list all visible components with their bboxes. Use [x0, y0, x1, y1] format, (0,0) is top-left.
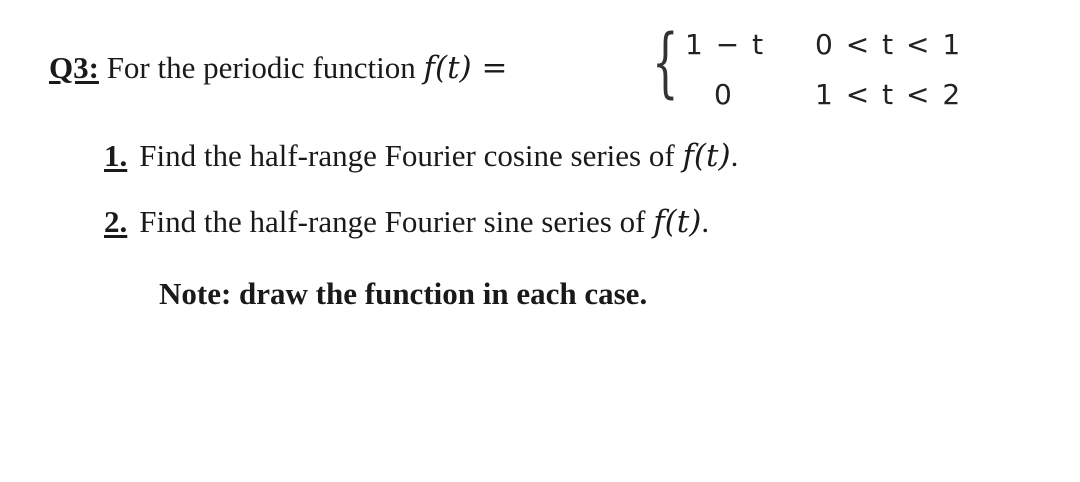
case-1-condition: 0 < t < 1	[815, 28, 963, 61]
item-number: 2.	[104, 204, 128, 239]
item-end: .	[730, 138, 739, 173]
item-number: 1.	[104, 138, 128, 173]
case-1-expression: 1 − t	[685, 28, 766, 61]
case-2-expression: 0	[714, 78, 734, 111]
note-text: Note: draw the function in each case.	[159, 276, 648, 311]
item-function: f(t)	[653, 204, 702, 240]
question-statement	[49, 48, 507, 88]
function-expression: f(t) =	[423, 50, 508, 86]
list-item	[104, 136, 738, 176]
case-2-condition: 1 < t < 2	[815, 78, 963, 111]
item-function: f(t)	[682, 138, 731, 174]
question-text: For the periodic function	[106, 50, 416, 85]
list-item	[104, 202, 709, 242]
question-label: Q3:	[49, 50, 99, 85]
item-text: Find the half-range Fourier cosine series of	[139, 138, 675, 173]
piecewise-definition	[652, 17, 992, 116]
item-text: Find the half-range Fourier sine series of	[139, 204, 646, 239]
left-brace: {	[652, 17, 679, 106]
item-end: .	[701, 204, 710, 239]
